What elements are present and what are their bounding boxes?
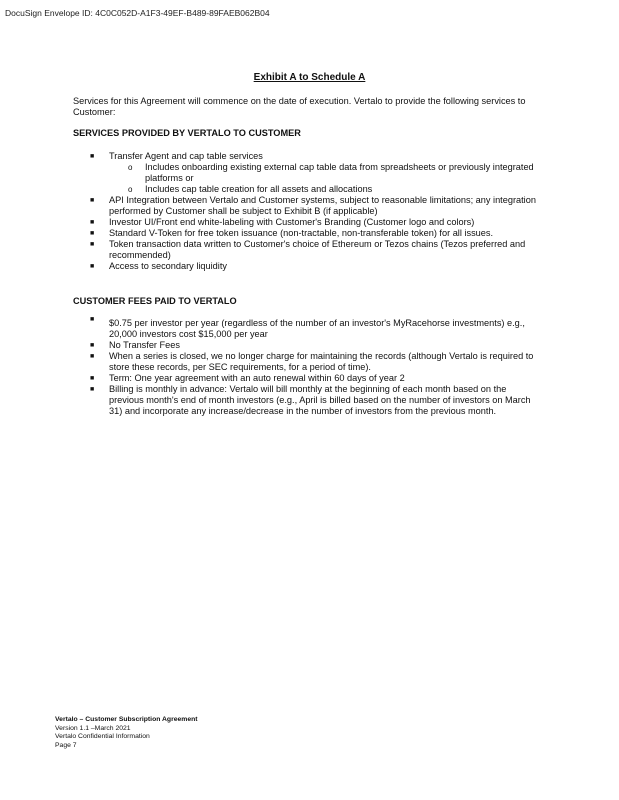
- page-footer: [55, 716, 198, 750]
- circle-bullet-icon: o: [128, 185, 133, 194]
- list-item: ■ Billing is monthly in advance: Vertalo will bill monthly at the beginning of each month based on the previous month's end of month investors (e.g., April is billed based on the number of investors on March 31) and incorporate any increase/decrease in the number of investors from the previous month.: [90, 384, 531, 416]
- list-item: ■ Access to secondary liquidity: [90, 261, 227, 271]
- bullet-icon: ■: [90, 241, 95, 248]
- bullet-icon: ■: [90, 230, 95, 237]
- services-list: [73, 151, 543, 272]
- fees-heading: CUSTOMER FEES PAID TO VERTALO: [73, 296, 237, 306]
- bullet-icon: ■: [90, 353, 95, 360]
- list-item: ■ Term: One year agreement with an auto renewal within 60 days of year 2: [90, 373, 405, 383]
- circle-bullet-icon: o: [128, 163, 133, 172]
- envelope-id: DocuSign Envelope ID: 4C0C052D-A1F3-49EF-B489-89FAEB062B04: [5, 8, 270, 18]
- sub-list-item: o Includes cap table creation for all assets and allocations: [128, 184, 373, 194]
- fees-list: [73, 318, 543, 417]
- footer-version: Version 1.1 –March 2021: [55, 724, 131, 732]
- bullet-icon: ■: [90, 153, 95, 160]
- footer-confidential: Vertalo Confidential Information: [55, 733, 150, 740]
- bullet-icon: ■: [90, 375, 95, 382]
- page-title: Exhibit A to Schedule A: [253, 72, 366, 83]
- bullet-icon: ■: [90, 219, 95, 226]
- list-item: ■ Transfer Agent and cap table services: [90, 151, 263, 161]
- intro-paragraph: Services for this Agreement will commence on the date of execution. Vertalo to provide the following services to Customer:: [73, 96, 526, 117]
- bullet-icon: ■: [90, 197, 95, 204]
- footer-title: Vertalo – Customer Subscription Agreement: [55, 716, 198, 723]
- bullet-icon: ■: [90, 316, 95, 323]
- list-item: ■ API Integration between Vertalo and Customer systems, subject to reasonable limitations; any integration performed by Customer shall be subject to Exhibit B (if applicable): [90, 195, 536, 216]
- list-item: ■ When a series is closed, we no longer charge for maintaining the records (although Vertalo is required to store these records, per SEC requirements, for a period of time).: [90, 351, 534, 372]
- list-item: ■ $0.75 per investor per year (regardless of the number of an investor's MyRacehorse investments) e.g., 20,000 investors cost $15,000 per year: [90, 316, 525, 339]
- services-heading: SERVICES PROVIDED BY VERTALO TO CUSTOMER: [73, 128, 301, 138]
- list-item: ■ Standard V-Token for free token issuance (non-tractable, non-transferable token) for all issues.: [90, 228, 494, 238]
- bullet-icon: ■: [90, 386, 95, 393]
- bullet-icon: ■: [90, 263, 95, 270]
- list-item: ■ No Transfer Fees: [90, 340, 180, 350]
- footer-page-number: Page 7: [55, 741, 77, 749]
- list-item: ■ Investor UI/Front end white-labeling with Customer's Branding (Customer logo and colors): [90, 217, 475, 227]
- list-item: ■ Token transaction data written to Customer's choice of Ethereum or Tezos chains (Tezos preferred and recommended): [90, 239, 526, 260]
- bullet-icon: ■: [90, 342, 95, 349]
- sub-list-item: o Includes onboarding existing external cap table data from spreadsheets or previously integrated platforms or: [128, 162, 534, 183]
